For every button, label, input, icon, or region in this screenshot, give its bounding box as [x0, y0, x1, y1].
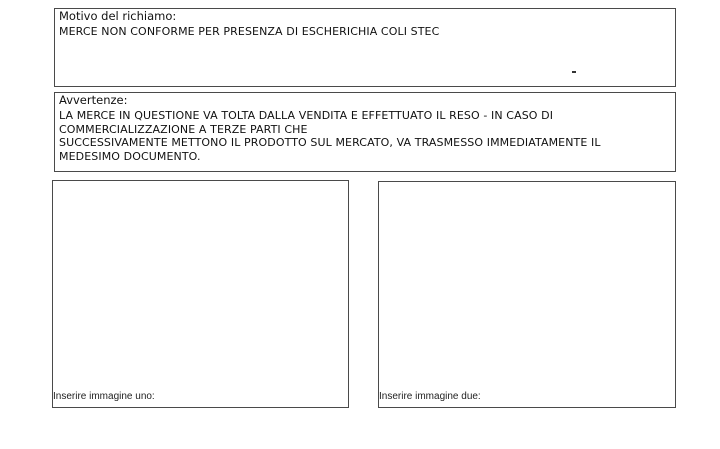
recall-reason-line: MERCE NON CONFORME PER PRESENZA DI ESCHERICHIA COLI STEC	[59, 25, 440, 38]
image-one-label: Inserire immagine uno:	[53, 391, 155, 402]
warnings-section	[54, 92, 676, 172]
recall-reason-section	[54, 8, 676, 87]
recall-reason-title: Motivo del richiamo:	[59, 9, 177, 23]
warnings-title: Avvertenze:	[59, 93, 128, 107]
image-two-label: Inserire immagine due:	[379, 391, 481, 402]
warnings-line: MEDESIMO DOCUMENTO.	[59, 149, 201, 163]
recall-reason-text	[59, 25, 439, 39]
warnings-text	[59, 109, 601, 163]
image-placeholder-two[interactable]	[378, 181, 676, 408]
warnings-line: SUCCESSIVAMENTE METTONO IL PRODOTTO SUL MERCATO, VA TRASMESSO IMMEDIATAMENTE IL	[59, 136, 601, 149]
image-placeholder-one[interactable]	[52, 180, 349, 408]
warnings-line: COMMERCIALIZZAZIONE A TERZE PARTI CHE	[59, 122, 308, 136]
warnings-line: LA MERCE IN QUESTIONE VA TOLTA DALLA VENDITA E EFFETTUATO IL RESO - IN CASO DI	[59, 109, 554, 122]
scan-speck	[572, 71, 576, 73]
